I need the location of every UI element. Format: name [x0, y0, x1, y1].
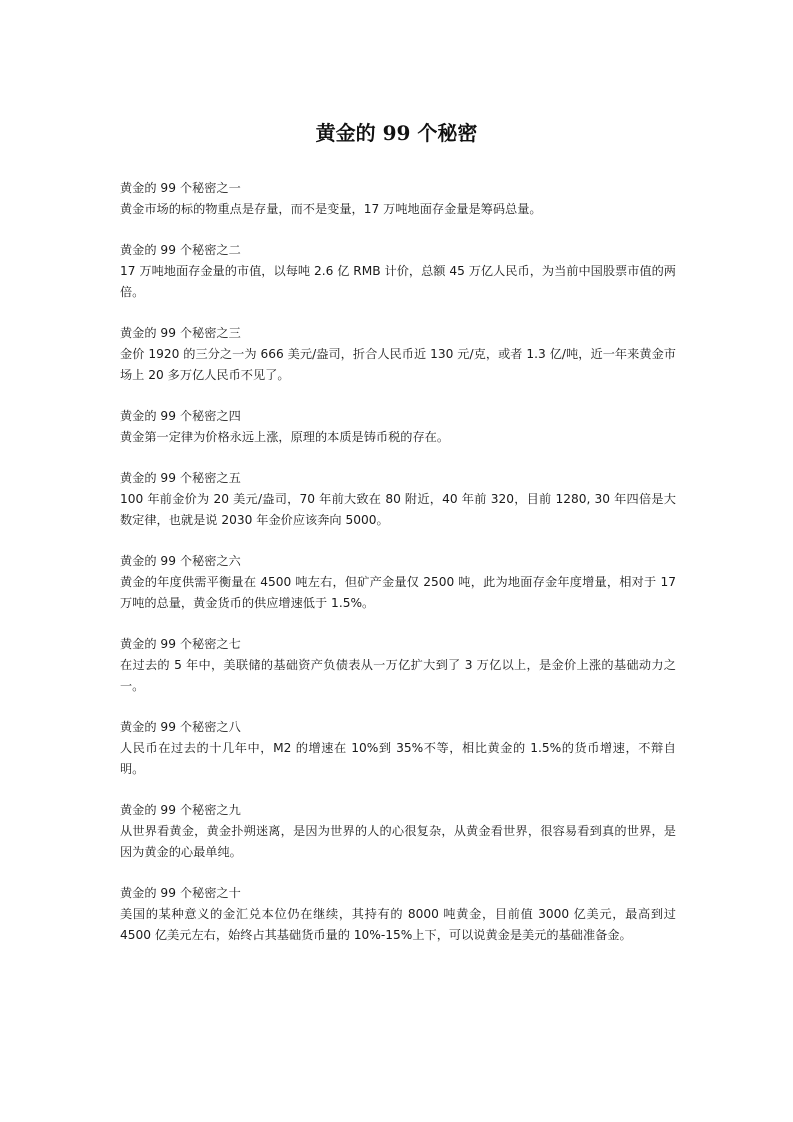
- section-heading: 黄金的 99 个秘密之七: [120, 637, 241, 651]
- secret-section-7: [120, 634, 676, 697]
- secret-section-8: [120, 717, 676, 780]
- secret-section-9: [120, 800, 676, 863]
- section-body: 黄金市场的标的物重点是存量，而不是变量，17 万吨地面存金量是筹码总量。: [120, 202, 542, 216]
- section-heading: 黄金的 99 个秘密之九: [120, 803, 241, 817]
- section-body: 黄金第一定律为价格永远上涨，原理的本质是铸币税的存在。: [120, 430, 450, 444]
- secret-section-6: [120, 551, 676, 614]
- secret-section-10: [120, 883, 676, 946]
- document-title: 黄金的 99 个秘密: [315, 121, 478, 145]
- section-body: 17 万吨地面存金量的市值，以每吨 2.6 亿 RMB 计价，总额 45 万亿人民币，为当前中国股票市值的两倍。: [120, 264, 676, 299]
- section-heading: 黄金的 99 个秘密之一: [120, 181, 241, 195]
- section-heading: 黄金的 99 个秘密之十: [120, 886, 241, 900]
- section-body: 金价 1920 的三分之一为 666 美元/盎司，折合人民币近 130 元/克，或者 1.3 亿/吨，近一年来黄金市场上 20 多万亿人民币不见了。: [120, 347, 676, 382]
- section-body: 美国的某种意义的金汇兑本位仍在继续，其持有的 8000 吨黄金，目前值 3000 亿美元，最高到过 4500 亿美元左右，始终占其基础货币量的 10%-15%上下，可以说黄金是美元的基础准备金。: [120, 907, 676, 942]
- secret-section-3: [120, 323, 676, 386]
- section-body: 100 年前金价为 20 美元/盎司，70 年前大致在 80 附近，40 年前 320，目前 1280, 30 年四倍是大数定律，也就是说 2030 年金价应该奔向 5000。: [120, 492, 676, 527]
- secret-section-1: [120, 178, 676, 220]
- secret-section-2: [120, 240, 676, 303]
- section-heading: 黄金的 99 个秘密之五: [120, 471, 241, 485]
- section-heading: 黄金的 99 个秘密之三: [120, 326, 241, 340]
- secret-section-4: [120, 406, 676, 448]
- section-heading: 黄金的 99 个秘密之二: [120, 243, 241, 257]
- section-body: 黄金的年度供需平衡量在 4500 吨左右，但矿产金量仅 2500 吨，此为地面存金年度增量，相对于 17 万吨的总量，黄金货币的供应增速低于 1.5%。: [120, 575, 676, 610]
- section-heading: 黄金的 99 个秘密之四: [120, 409, 241, 423]
- document-content: [120, 178, 676, 966]
- section-body: 从世界看黄金，黄金扑朔迷离，是因为世界的人的心很复杂，从黄金看世界，很容易看到真的世界，是因为黄金的心最单纯。: [120, 824, 676, 859]
- section-heading: 黄金的 99 个秘密之六: [120, 554, 241, 568]
- section-body: 在过去的 5 年中，美联储的基础资产负债表从一万亿扩大到了 3 万亿以上，是金价上涨的基础动力之一。: [120, 658, 676, 693]
- section-heading: 黄金的 99 个秘密之八: [120, 720, 241, 734]
- section-body: 人民币在过去的十几年中，M2 的增速在 10%到 35%不等，相比黄金的 1.5%的货币增速，不辩自明。: [120, 741, 676, 776]
- secret-section-5: [120, 468, 676, 531]
